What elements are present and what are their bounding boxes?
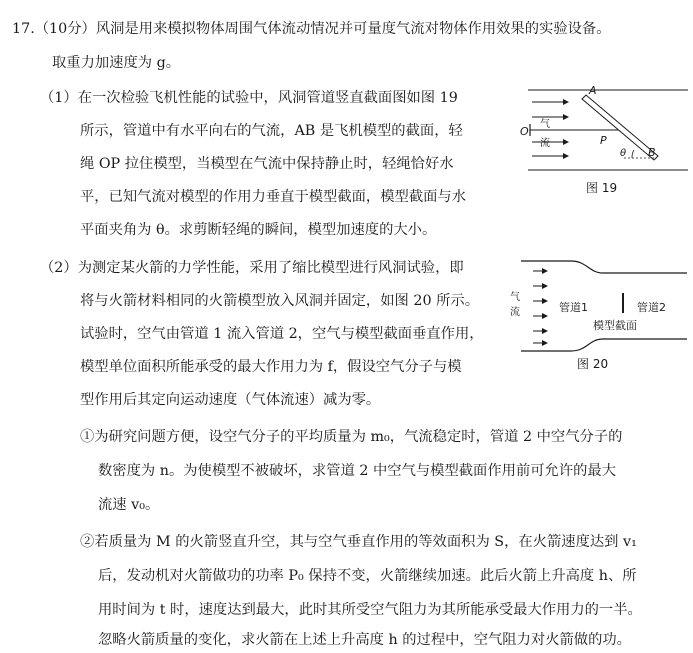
- caption-20: 图 20: [577, 357, 609, 371]
- label-model-section: 模型截面: [593, 319, 637, 332]
- label-theta: θ: [620, 148, 627, 159]
- gravity-note: 取重力加速度为 g。: [52, 55, 181, 71]
- sub2-line: 用时间为 t 时，速度达到最大，此时其所受空气阻力为其所能承受最大作用力的一半。: [98, 602, 642, 618]
- problem-header: 17.（10分）风洞是用来模拟物体周围气体流动情况并可量度气流对物体作用效果的实验设备。: [12, 21, 611, 37]
- sub1-line: 数密度为 n。为使模型不被破坏，求管道 2 中空气与模型截面作用前可允许的最大: [98, 463, 617, 479]
- sub2-line: 后，发动机对火箭做功的功率 P₀ 保持不变，火箭继续加速。此后火箭上升高度 h、所: [98, 568, 637, 584]
- angle-arc: [632, 150, 634, 158]
- part2-line: 模型单位面积所能承受的最大作用力为 f，假设空气分子与模: [80, 359, 462, 375]
- label-qi: 气: [510, 292, 520, 303]
- figure-19: [520, 80, 692, 200]
- part1-line: （1）在一次检验飞机性能的试验中，风洞管道竖直截面图如图 19: [40, 90, 458, 106]
- pipe-bottom-wall: [521, 339, 687, 351]
- part1-line: 平，已知气流对模型的作用力垂直于模型截面，模型截面与水: [80, 189, 467, 205]
- figure-20: [505, 255, 691, 375]
- label-p: P: [600, 134, 607, 147]
- part1-line: 所示，管道中有水平向右的气流，AB 是飞机模型的截面，轻: [80, 123, 463, 139]
- part1-line: 平面夹角为 θ。求剪断轻绳的瞬间，模型加速度的大小。: [80, 222, 437, 238]
- label-pipe1: 管道1: [559, 301, 588, 314]
- part1-line: 绳 OP 拉住模型，当模型在气流中保持静止时，轻绳恰好水: [80, 156, 454, 172]
- part2-line: （2）为测定某火箭的力学性能，采用了缩比模型进行风洞试验，即: [40, 260, 464, 276]
- label-o: O: [520, 125, 529, 138]
- label-liu: 流: [510, 307, 520, 318]
- label-qi: 气: [540, 119, 550, 130]
- sub2-line: ②若质量为 M 的火箭竖直升空，其与空气垂直作用的等效面积为 S，在火箭速度达到 v₁: [80, 534, 637, 550]
- label-liu: 流: [540, 138, 550, 149]
- sub2-line: 忽略火箭质量的变化，求火箭在上述上升高度 h 的过程中，空气阻力对火箭做的功。: [98, 632, 631, 648]
- part2-line: 型作用后其定向运动速度（气体流速）减为零。: [80, 392, 381, 408]
- label-a: A: [589, 84, 597, 97]
- part2-line: 将与火箭材料相同的火箭模型放入风洞并固定，如图 20 所示。: [80, 293, 479, 309]
- label-pipe2: 管道2: [637, 301, 666, 314]
- part2-line: 试验时，空气由管道 1 流入管道 2，空气与模型截面垂直作用，: [80, 326, 484, 342]
- label-b: B: [648, 146, 656, 159]
- caption-19: 图 19: [586, 181, 618, 195]
- sub1-line: 流速 v₀。: [98, 497, 160, 513]
- sub1-line: ①为研究问题方便，设空气分子的平均质量为 m₀，气流稳定时，管道 2 中空气分子的: [80, 429, 623, 445]
